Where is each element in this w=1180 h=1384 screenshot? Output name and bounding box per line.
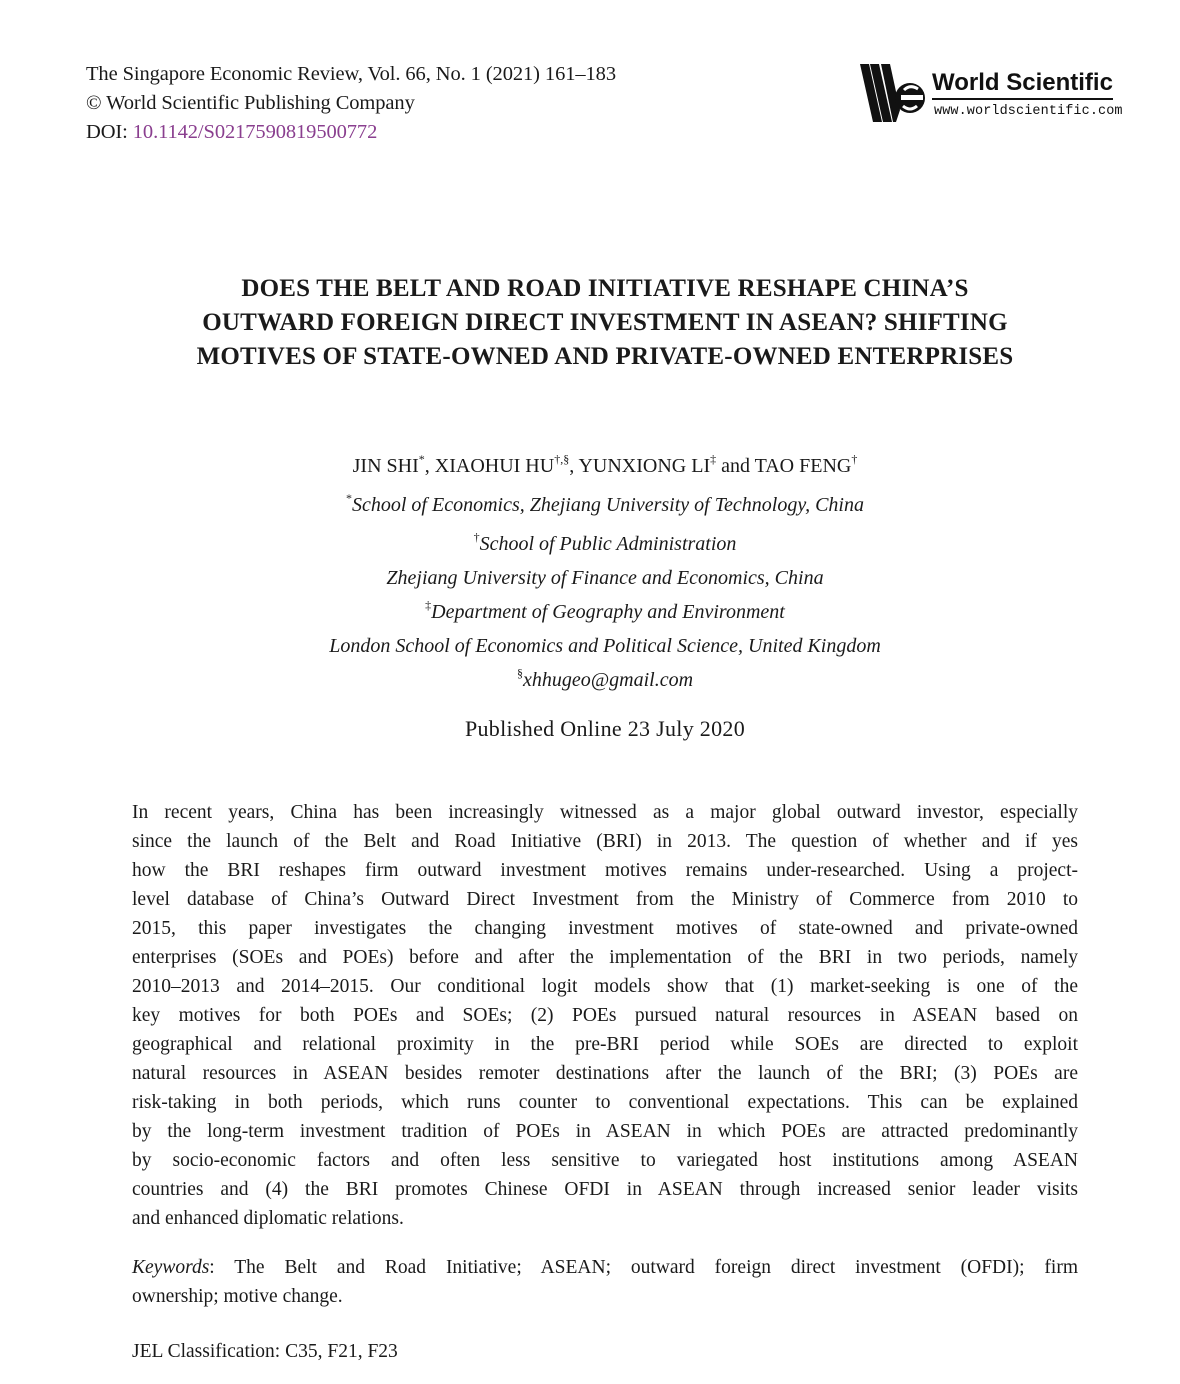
author-mark: *	[418, 452, 425, 466]
abstract-line: by the long-term investment tradition of POEs in ASEAN in which POEs are attracted predominantly	[132, 1121, 1078, 1142]
affiliation-text: Department of Geography and Environment	[431, 601, 785, 623]
affiliation	[0, 595, 1180, 697]
world-scientific-logo-icon	[860, 62, 926, 124]
abstract-line: by socio-economic factors and often less sensitive to variegated host institutions among ASEAN	[132, 1150, 1078, 1171]
publisher-url[interactable]: www.worldscientific.com	[934, 104, 1123, 119]
author-separator: ,	[424, 455, 435, 477]
keywords-label: Keywords	[132, 1257, 210, 1278]
publisher-logo	[860, 62, 1130, 124]
doi-link[interactable]: 10.1142/S0217590819500772	[132, 121, 378, 143]
affiliation-text: London School of Economics and Political Science, United Kingdom	[329, 635, 881, 657]
title-line: MOTIVES OF STATE-OWNED AND PRIVATE-OWNED ENTERPRISES	[196, 343, 1014, 370]
published-date: Published Online 23 July 2020	[464, 716, 746, 741]
author-name: TAO FENG	[754, 455, 852, 477]
abstract	[132, 798, 1078, 1233]
doi-line	[86, 118, 616, 147]
abstract-line: 2010–2013 and 2014–2015. Our conditional logit models show that (1) market-seeking is one of the	[132, 976, 1078, 997]
abstract-line: In recent years, China has been increasingly witnessed as a major global outward investor, especially	[132, 802, 1078, 823]
title-line: DOES THE BELT AND ROAD INITIATIVE RESHAPE CHINA’S	[241, 275, 969, 302]
abstract-line: how the BRI reshapes firm outward investment motives remains under-researched. Using a project-	[132, 860, 1078, 881]
affiliation-text: School of Public Administration	[479, 533, 737, 555]
email-address[interactable]: xhhugeo@gmail.com	[522, 669, 694, 691]
abstract-line: and enhanced diplomatic relations.	[132, 1208, 404, 1229]
journal-citation: The Singapore Economic Review, Vol. 66, No. 1 (2021) 161–183	[86, 63, 616, 85]
affiliation-mark: †	[473, 530, 480, 544]
email-mark: §	[516, 666, 523, 680]
author-separator: ,	[569, 455, 579, 477]
abstract-line: enterprises (SOEs and POEs) before and after the implementation of the BRI in two periods, namely	[132, 947, 1078, 968]
copyright-line: © World Scientific Publishing Company	[86, 92, 415, 114]
affiliation	[0, 488, 1180, 522]
abstract-line: natural resources in ASEAN besides remoter destinations after the launch of the BRI; (3) POEs are	[132, 1063, 1078, 1084]
affiliation-mark: ‡	[425, 598, 432, 612]
title-line: OUTWARD FOREIGN DIRECT INVESTMENT IN ASEAN? SHIFTING	[202, 309, 1008, 336]
abstract-line: level database of China’s Outward Direct Investment from the Ministry of Commerce from 2010 to	[132, 889, 1078, 910]
author-mark: †	[851, 452, 858, 466]
affiliation-mark: *	[346, 491, 352, 505]
keywords-line: ownership; motive change.	[132, 1286, 343, 1307]
abstract-line: since the launch of the Belt and Road Initiative (BRI) in 2013. The question of whether and if yes	[132, 831, 1078, 852]
author-mark: ‡	[710, 452, 717, 466]
keywords-text: : The Belt and Road Initiative; ASEAN; outward foreign direct investment (OFDI); firm	[209, 1257, 1078, 1278]
journal-header	[86, 60, 616, 147]
author-list	[0, 452, 1180, 480]
keywords-line	[132, 1253, 1078, 1282]
author-mark: †,§	[554, 452, 570, 466]
doi-label: DOI:	[86, 121, 133, 143]
affiliation-text: School of Economics, Zhejiang University of Technology, China	[352, 494, 864, 516]
corresponding-email	[0, 663, 1180, 697]
publisher-name: World Scientific	[932, 70, 1113, 100]
affiliation	[0, 527, 1180, 595]
abstract-line: countries and (4) the BRI promotes Chinese OFDI in ASEAN through increased senior leader visits	[132, 1179, 1078, 1200]
abstract-line: 2015, this paper investigates the changing investment motives of state-owned and private-owned	[132, 918, 1078, 939]
author-separator: and	[716, 455, 755, 477]
paper-title	[60, 272, 1150, 374]
abstract-line: geographical and relational proximity in the pre-BRI period while SOEs are directed to exploit	[132, 1034, 1078, 1055]
affiliation-text: Zhejiang University of Finance and Economics, China	[386, 567, 824, 589]
jel-classification: JEL Classification: C35, F21, F23	[132, 1341, 398, 1362]
abstract-line: key motives for both POEs and SOEs; (2) POEs pursued natural resources in ASEAN based on	[132, 1005, 1078, 1026]
abstract-line: risk-taking in both periods, which runs counter to conventional expectations. This can be explained	[132, 1092, 1078, 1113]
keywords	[132, 1253, 1078, 1311]
author-name: JIN SHI	[352, 455, 419, 477]
author-name: YUNXIONG LI	[578, 455, 711, 477]
author-name: XIAOHUI HU	[434, 455, 555, 477]
